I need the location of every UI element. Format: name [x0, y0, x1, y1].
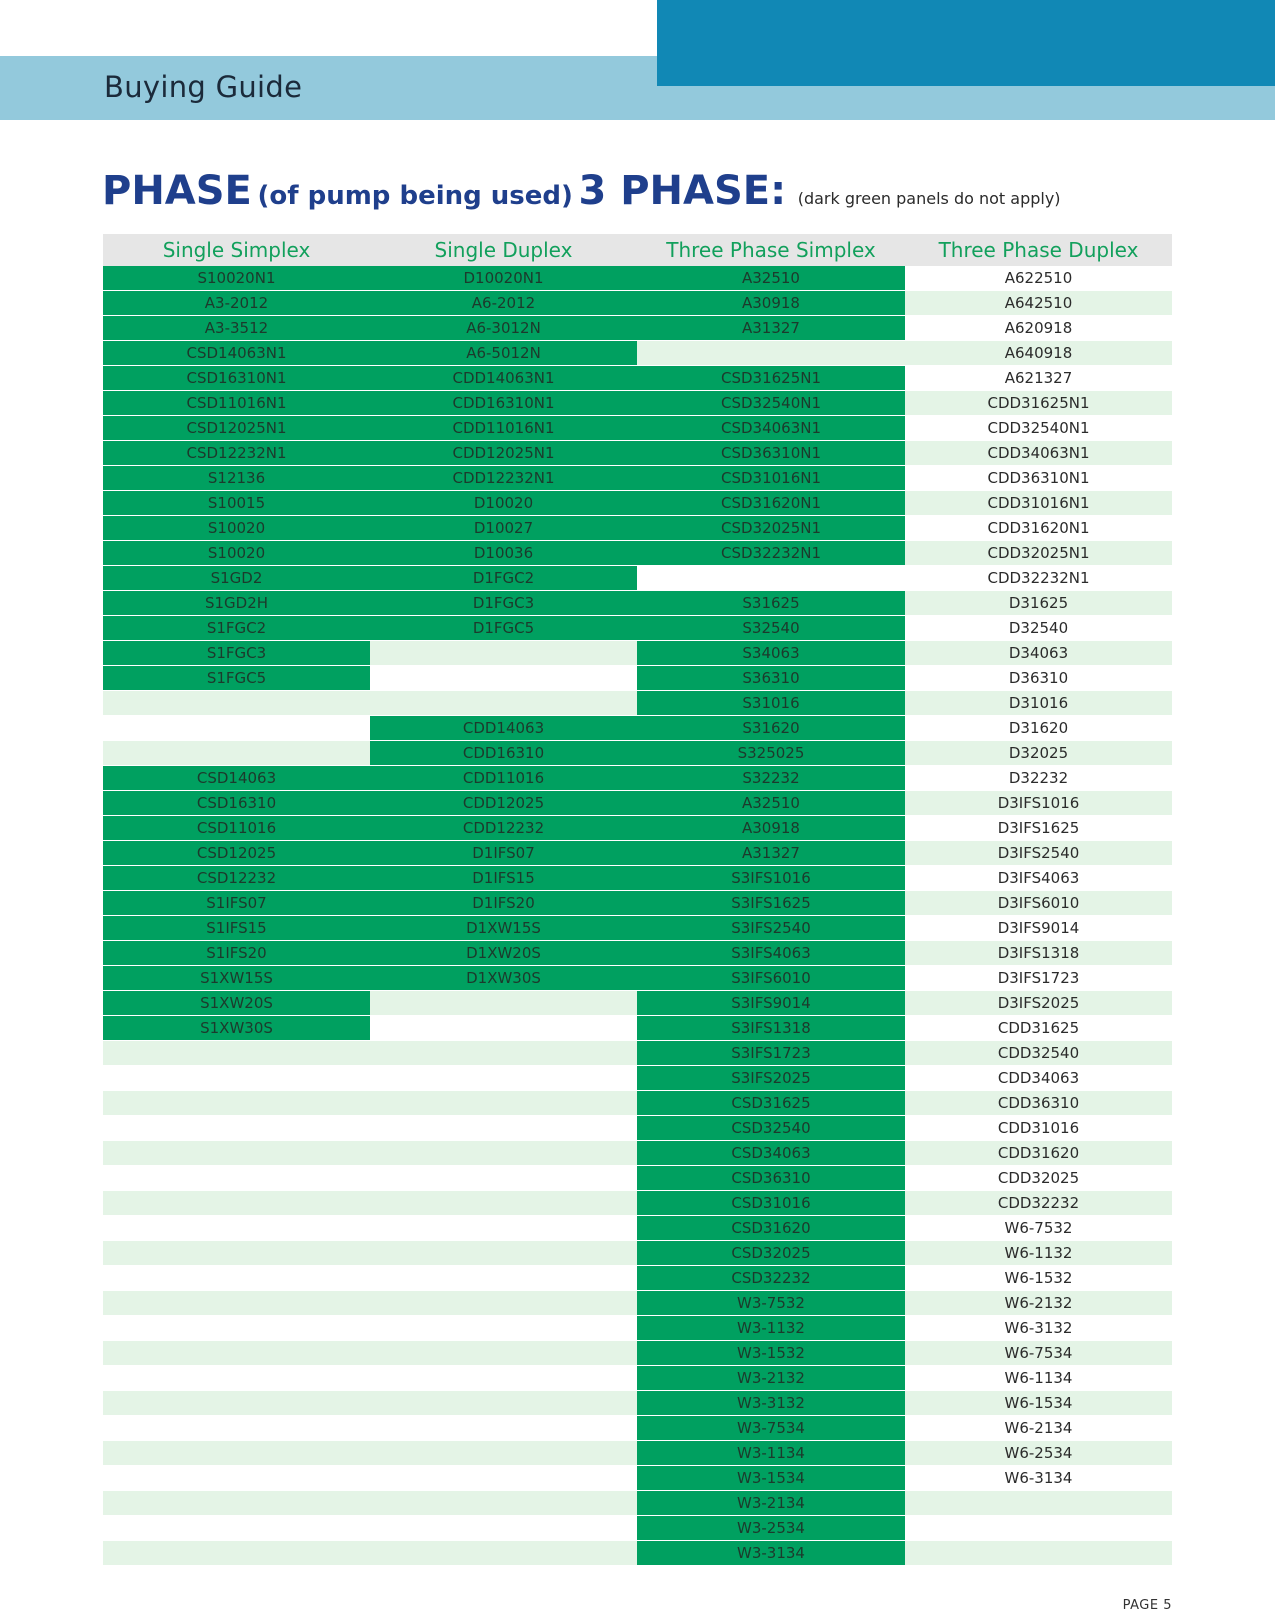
table-cell: S32232 — [637, 766, 905, 791]
table-cell — [103, 1491, 370, 1516]
table-cell: A6-5012N — [370, 341, 637, 366]
table-cell — [370, 1316, 637, 1341]
table-row — [103, 741, 1172, 766]
table-row — [103, 391, 1172, 416]
table-row — [103, 1366, 1172, 1391]
table-cell — [905, 1516, 1172, 1541]
table-cell: A6-3012N — [370, 316, 637, 341]
table-cell: S10020 — [103, 541, 370, 566]
table-cell — [370, 1116, 637, 1141]
guide-title: Buying Guide — [104, 70, 303, 104]
table-cell — [370, 1066, 637, 1091]
table-cell: CDD31016N1 — [905, 491, 1172, 516]
table-cell: S325025 — [637, 741, 905, 766]
table-cell — [103, 1191, 370, 1216]
table-cell — [370, 991, 637, 1016]
table-cell: CSD12232N1 — [103, 441, 370, 466]
table-cell: CSD36310 — [637, 1166, 905, 1191]
table-cell: W3-1532 — [637, 1341, 905, 1366]
table-cell — [103, 1541, 370, 1566]
table-row — [103, 1491, 1172, 1516]
table-cell — [103, 1391, 370, 1416]
table-row — [103, 941, 1172, 966]
table-cell: CDD31016 — [905, 1116, 1172, 1141]
table-cell — [103, 1041, 370, 1066]
table-cell: D1XW30S — [370, 966, 637, 991]
table-cell — [103, 716, 370, 741]
table-cell: D1FGC3 — [370, 591, 637, 616]
table-cell: CSD32025 — [637, 1241, 905, 1266]
table-cell: S3IFS2540 — [637, 916, 905, 941]
table-cell: CDD36310N1 — [905, 466, 1172, 491]
table-cell: D32025 — [905, 741, 1172, 766]
table-cell: D31016 — [905, 691, 1172, 716]
table-cell: D34063 — [905, 641, 1172, 666]
table-row — [103, 416, 1172, 441]
table-cell: D1FGC2 — [370, 566, 637, 591]
table-cell: W3-1134 — [637, 1441, 905, 1466]
table-cell — [103, 1516, 370, 1541]
heading-phase-value: 3 PHASE: — [578, 168, 787, 214]
table-row — [103, 466, 1172, 491]
table-cell: CDD36310 — [905, 1091, 1172, 1116]
table-cell: CSD16310N1 — [103, 366, 370, 391]
table-cell — [905, 1491, 1172, 1516]
table-row — [103, 1016, 1172, 1041]
table-row — [103, 441, 1172, 466]
table-cell: S1FGC3 — [103, 641, 370, 666]
table-cell: A622510 — [905, 266, 1172, 291]
table-cell — [370, 1266, 637, 1291]
table-cell — [370, 1341, 637, 1366]
table-cell: CSD14063 — [103, 766, 370, 791]
table-cell: W6-7532 — [905, 1216, 1172, 1241]
table-cell: CDD14063N1 — [370, 366, 637, 391]
table-cell: D32232 — [905, 766, 1172, 791]
table-cell — [103, 1091, 370, 1116]
table-cell: S1IFS15 — [103, 916, 370, 941]
table-cell: CSD12232 — [103, 866, 370, 891]
table-cell: S1IFS07 — [103, 891, 370, 916]
table-row — [103, 316, 1172, 341]
table-cell: CSD34063 — [637, 1141, 905, 1166]
table-cell: S1XW15S — [103, 966, 370, 991]
table-cell — [370, 1166, 637, 1191]
table-cell: CDD16310N1 — [370, 391, 637, 416]
table-cell: CSD12025N1 — [103, 416, 370, 441]
table-cell — [370, 1466, 637, 1491]
table-cell: CSD31625N1 — [637, 366, 905, 391]
table-cell: S3IFS2025 — [637, 1066, 905, 1091]
table-row — [103, 1041, 1172, 1066]
table-cell: S1FGC5 — [103, 666, 370, 691]
table-cell: CDD31625N1 — [905, 391, 1172, 416]
table-row — [103, 716, 1172, 741]
table-cell: S3IFS4063 — [637, 941, 905, 966]
table-cell: D3IFS2025 — [905, 991, 1172, 1016]
table-row — [103, 816, 1172, 841]
compatibility-table — [103, 234, 1172, 1566]
table-body — [103, 266, 1172, 1566]
column-header-three-phase-simplex: Three Phase Simplex — [637, 234, 905, 266]
table-cell — [370, 641, 637, 666]
table-cell: A620918 — [905, 316, 1172, 341]
table-cell: S3IFS6010 — [637, 966, 905, 991]
table-cell: CDD12025N1 — [370, 441, 637, 466]
table-row — [103, 1516, 1172, 1541]
table-row — [103, 616, 1172, 641]
table-cell: CSD16310 — [103, 791, 370, 816]
table-cell: W6-1532 — [905, 1266, 1172, 1291]
table-row — [103, 341, 1172, 366]
table-cell: D3IFS4063 — [905, 866, 1172, 891]
table-cell: CSD32232 — [637, 1266, 905, 1291]
table-cell: W6-1534 — [905, 1391, 1172, 1416]
table-cell: CDD14063 — [370, 716, 637, 741]
table-cell: W3-1534 — [637, 1466, 905, 1491]
table-cell: W6-3132 — [905, 1316, 1172, 1341]
table-cell: D10027 — [370, 516, 637, 541]
table-cell: A6-2012 — [370, 291, 637, 316]
table-row — [103, 541, 1172, 566]
table-row — [103, 791, 1172, 816]
table-row — [103, 666, 1172, 691]
table-cell — [103, 1291, 370, 1316]
table-row — [103, 1341, 1172, 1366]
table-cell: CDD31620N1 — [905, 516, 1172, 541]
table-cell: CSD31620 — [637, 1216, 905, 1241]
table-row — [103, 491, 1172, 516]
table-cell: A621327 — [905, 366, 1172, 391]
table-cell: CSD31625 — [637, 1091, 905, 1116]
table-cell: CSD31620N1 — [637, 491, 905, 516]
table-cell: D1IFS15 — [370, 866, 637, 891]
table-cell — [370, 1216, 637, 1241]
table-cell: CDD11016 — [370, 766, 637, 791]
table-cell: W6-1134 — [905, 1366, 1172, 1391]
table-cell: W6-7534 — [905, 1341, 1172, 1366]
table-cell: CDD34063N1 — [905, 441, 1172, 466]
table-cell: D31620 — [905, 716, 1172, 741]
table-cell: W6-2132 — [905, 1291, 1172, 1316]
table-cell: CSD31016 — [637, 1191, 905, 1216]
table-cell: W3-2134 — [637, 1491, 905, 1516]
page-number: PAGE 5 — [1122, 1598, 1172, 1613]
table-cell: D10020 — [370, 491, 637, 516]
table-cell: CDD12232N1 — [370, 466, 637, 491]
table-cell: S1GD2 — [103, 566, 370, 591]
table-row — [103, 1166, 1172, 1191]
table-row — [103, 266, 1172, 291]
table-cell: S31625 — [637, 591, 905, 616]
table-cell: W6-2134 — [905, 1416, 1172, 1441]
table-row — [103, 641, 1172, 666]
table-cell: D36310 — [905, 666, 1172, 691]
table-row — [103, 1141, 1172, 1166]
table-cell — [103, 691, 370, 716]
table-cell: D3IFS9014 — [905, 916, 1172, 941]
table-row — [103, 1416, 1172, 1441]
table-cell — [370, 1141, 637, 1166]
table-cell — [370, 1441, 637, 1466]
table-cell — [103, 1241, 370, 1266]
table-cell: S10015 — [103, 491, 370, 516]
table-cell: CDD32025N1 — [905, 541, 1172, 566]
table-cell — [103, 1466, 370, 1491]
table-cell: S34063 — [637, 641, 905, 666]
table-cell — [103, 1266, 370, 1291]
table-cell: D3IFS2540 — [905, 841, 1172, 866]
table-cell — [370, 1241, 637, 1266]
column-header-single-simplex: Single Simplex — [103, 234, 370, 266]
table-row — [103, 766, 1172, 791]
table-cell: D1XW15S — [370, 916, 637, 941]
table-cell — [370, 1091, 637, 1116]
table-cell — [103, 741, 370, 766]
table-row — [103, 966, 1172, 991]
table-row — [103, 1316, 1172, 1341]
table-row — [103, 1266, 1172, 1291]
table-cell: CDD12025 — [370, 791, 637, 816]
table-cell — [370, 1366, 637, 1391]
table-cell — [370, 1016, 637, 1041]
column-header-three-phase-duplex: Three Phase Duplex — [905, 234, 1172, 266]
table-cell: S12136 — [103, 466, 370, 491]
table-cell: CSD34063N1 — [637, 416, 905, 441]
table-cell — [370, 1191, 637, 1216]
table-cell — [103, 1141, 370, 1166]
table-cell: D10036 — [370, 541, 637, 566]
table-row — [103, 1116, 1172, 1141]
table-row — [103, 1216, 1172, 1241]
table-cell: W3-3132 — [637, 1391, 905, 1416]
table-cell: CSD12025 — [103, 841, 370, 866]
table-cell — [103, 1366, 370, 1391]
table-cell — [370, 1491, 637, 1516]
table-cell: S1XW20S — [103, 991, 370, 1016]
table-cell — [103, 1166, 370, 1191]
table-row — [103, 866, 1172, 891]
table-cell: S1GD2H — [103, 591, 370, 616]
table-cell: CSD32025N1 — [637, 516, 905, 541]
table-cell: D1FGC5 — [370, 616, 637, 641]
table-cell — [103, 1116, 370, 1141]
table-cell: W3-2534 — [637, 1516, 905, 1541]
table-cell: CDD12232 — [370, 816, 637, 841]
table-cell: CSD11016N1 — [103, 391, 370, 416]
table-row — [103, 591, 1172, 616]
table-cell: S3IFS1625 — [637, 891, 905, 916]
table-row — [103, 1541, 1172, 1566]
table-cell — [370, 1291, 637, 1316]
table-row — [103, 1066, 1172, 1091]
table-cell — [637, 566, 905, 591]
table-cell: CSD31016N1 — [637, 466, 905, 491]
table-row — [103, 991, 1172, 1016]
table-cell: CDD32540 — [905, 1041, 1172, 1066]
table-cell: D32540 — [905, 616, 1172, 641]
table-cell: CDD32540N1 — [905, 416, 1172, 441]
table-cell: A31327 — [637, 841, 905, 866]
table-cell: CDD16310 — [370, 741, 637, 766]
table-cell: CSD36310N1 — [637, 441, 905, 466]
table-row — [103, 291, 1172, 316]
table-cell: S10020 — [103, 516, 370, 541]
table-cell: A3-2012 — [103, 291, 370, 316]
table-cell: S36310 — [637, 666, 905, 691]
table-cell: D3IFS1625 — [905, 816, 1172, 841]
table-row — [103, 916, 1172, 941]
column-header-single-duplex: Single Duplex — [370, 234, 637, 266]
table-cell — [370, 1416, 637, 1441]
table-cell — [103, 1416, 370, 1441]
table-cell: S31620 — [637, 716, 905, 741]
table-cell: S3IFS1723 — [637, 1041, 905, 1066]
table-cell: W3-2132 — [637, 1366, 905, 1391]
table-cell: A32510 — [637, 266, 905, 291]
table-cell: S1XW30S — [103, 1016, 370, 1041]
table-cell: CSD32540N1 — [637, 391, 905, 416]
table-cell: S31016 — [637, 691, 905, 716]
table-cell: CDD32232N1 — [905, 566, 1172, 591]
header-accent-block — [657, 0, 1275, 86]
table-cell: D3IFS1723 — [905, 966, 1172, 991]
table-cell: D10020N1 — [370, 266, 637, 291]
table-row — [103, 1241, 1172, 1266]
table-cell: W6-2534 — [905, 1441, 1172, 1466]
table-cell: D3IFS6010 — [905, 891, 1172, 916]
table-header-row — [103, 234, 1172, 266]
table-row — [103, 891, 1172, 916]
table-cell: W3-7534 — [637, 1416, 905, 1441]
table-cell: D1IFS20 — [370, 891, 637, 916]
table-cell: S1IFS20 — [103, 941, 370, 966]
table-cell: W3-7532 — [637, 1291, 905, 1316]
table-row — [103, 1291, 1172, 1316]
table-cell: A30918 — [637, 291, 905, 316]
table-cell: A3-3512 — [103, 316, 370, 341]
table-cell: CSD32232N1 — [637, 541, 905, 566]
table-cell — [637, 341, 905, 366]
table-cell: D31625 — [905, 591, 1172, 616]
table-row — [103, 841, 1172, 866]
table-cell: D3IFS1318 — [905, 941, 1172, 966]
table-cell: A640918 — [905, 341, 1172, 366]
heading-qualifier: (of pump being used) — [257, 181, 573, 211]
table-row — [103, 1441, 1172, 1466]
table-cell: CDD31620 — [905, 1141, 1172, 1166]
table-cell: A642510 — [905, 291, 1172, 316]
table-cell: CDD32232 — [905, 1191, 1172, 1216]
table-cell: D3IFS1016 — [905, 791, 1172, 816]
table-row — [103, 1191, 1172, 1216]
table-row — [103, 1391, 1172, 1416]
table-cell — [370, 1516, 637, 1541]
table-cell: CDD31625 — [905, 1016, 1172, 1041]
table-cell: S32540 — [637, 616, 905, 641]
table-cell — [370, 1541, 637, 1566]
page-heading — [102, 168, 1061, 214]
table-cell: CDD32025 — [905, 1166, 1172, 1191]
table-cell: CDD34063 — [905, 1066, 1172, 1091]
table-cell: A32510 — [637, 791, 905, 816]
table-cell: W3-3134 — [637, 1541, 905, 1566]
table-cell: S3IFS1016 — [637, 866, 905, 891]
table-cell — [103, 1441, 370, 1466]
heading-note: (dark green panels do not apply) — [797, 189, 1061, 208]
table-cell: A30918 — [637, 816, 905, 841]
table-row — [103, 366, 1172, 391]
table-cell: S1FGC2 — [103, 616, 370, 641]
table-cell: S3IFS1318 — [637, 1016, 905, 1041]
table-cell: W6-3134 — [905, 1466, 1172, 1491]
table-cell: W3-1132 — [637, 1316, 905, 1341]
table-cell — [370, 691, 637, 716]
table-cell: D1XW20S — [370, 941, 637, 966]
table-cell — [905, 1541, 1172, 1566]
table-cell — [103, 1216, 370, 1241]
table-cell — [103, 1066, 370, 1091]
table-row — [103, 691, 1172, 716]
table-row — [103, 1466, 1172, 1491]
table-cell — [370, 1391, 637, 1416]
table-cell: S10020N1 — [103, 266, 370, 291]
table-cell: S3IFS9014 — [637, 991, 905, 1016]
table-cell: W6-1132 — [905, 1241, 1172, 1266]
table-row — [103, 516, 1172, 541]
table-cell — [370, 666, 637, 691]
table-cell: A31327 — [637, 316, 905, 341]
table-cell — [103, 1341, 370, 1366]
table-cell: CSD14063N1 — [103, 341, 370, 366]
table-cell: CDD11016N1 — [370, 416, 637, 441]
table-cell — [370, 1041, 637, 1066]
heading-phase-word: PHASE — [102, 168, 252, 214]
table-row — [103, 1091, 1172, 1116]
table-cell: CSD11016 — [103, 816, 370, 841]
table-cell — [103, 1316, 370, 1341]
table-cell: D1IFS07 — [370, 841, 637, 866]
table-row — [103, 566, 1172, 591]
table-cell: CSD32540 — [637, 1116, 905, 1141]
